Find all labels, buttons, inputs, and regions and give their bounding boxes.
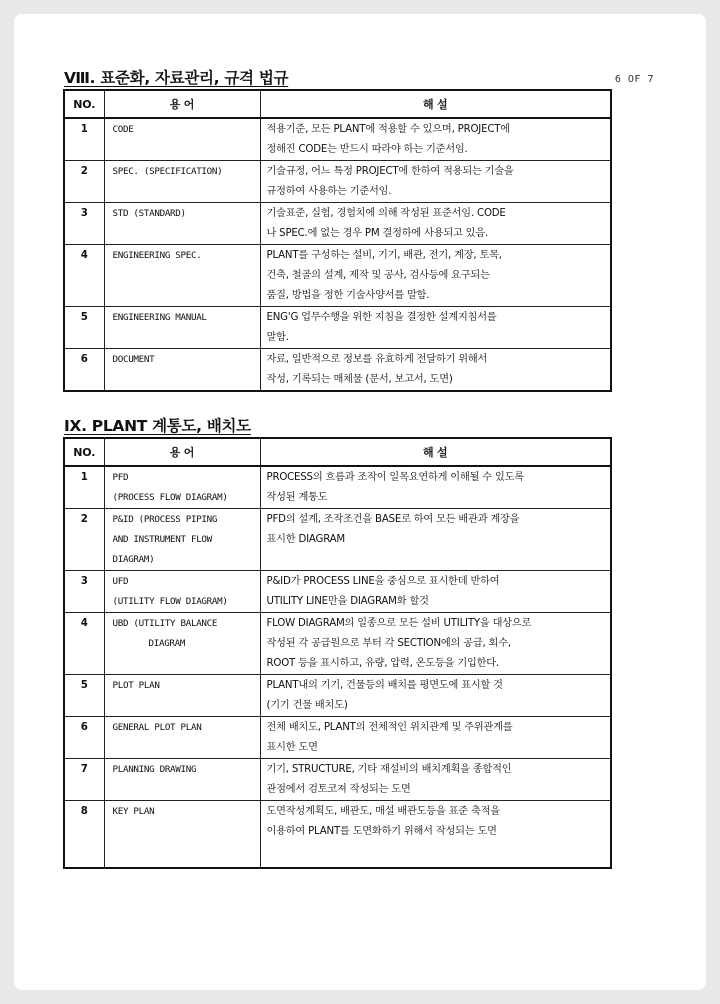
description-line: P&ID가 PROCESS LINE을 중심으로 표시한데 반하여 (266, 576, 500, 587)
term-cell (104, 613, 260, 675)
description-line: 규정하여 사용하는 기준서임. (266, 186, 392, 197)
term-line: (PROCESS FLOW DIAGRAM) (112, 492, 228, 503)
description-cell (260, 118, 611, 161)
term-cell (104, 801, 260, 868)
term-cell (104, 203, 260, 245)
term-cell (104, 466, 260, 509)
table-row (64, 245, 611, 307)
term-line: GENERAL PLOT PLAN (112, 722, 202, 733)
row-number: 6 (64, 717, 104, 759)
row-number: 7 (64, 759, 104, 801)
description-line: 품질, 방법을 정한 기술사양서를 말함. (266, 290, 430, 301)
term-cell (104, 118, 260, 161)
term-line: PFD (112, 472, 129, 483)
table-row (64, 801, 611, 868)
table-header-row (64, 90, 611, 118)
description-line: 관점에서 검토코져 작성되는 도면 (266, 784, 411, 795)
table-row (64, 466, 611, 509)
table-row (64, 161, 611, 203)
term-line: STD (STANDARD) (112, 208, 186, 219)
page-number: 6 OF 7 (614, 74, 654, 85)
description-cell (260, 613, 611, 675)
table-row (64, 349, 611, 392)
description-line: 기술표준, 실험, 경험치에 의해 작성된 표준서임. CODE (266, 208, 506, 219)
table-row (64, 571, 611, 613)
description-cell (260, 801, 611, 868)
description-cell (260, 675, 611, 717)
row-number: 1 (64, 466, 104, 509)
section-8-title: Ⅷ. 표준화, 자료관리, 규격 법규 (64, 69, 289, 87)
section-9-table (63, 437, 612, 869)
row-number: 4 (64, 245, 104, 307)
term-line: ENGINEERING MANUAL (112, 312, 207, 323)
header-description: 해 설 (260, 438, 611, 466)
description-line: FLOW DIAGRAM의 일종으로 모든 설비 UTILITY을 대상으로 (266, 618, 532, 629)
description-line: 작성, 기록되는 매체물 (문서, 보고서, 도면) (266, 374, 453, 385)
row-number: 4 (64, 613, 104, 675)
description-line: 이용하여 PLANT를 도면화하기 위해서 작성되는 도면 (266, 826, 497, 837)
term-line: ENGINEERING SPEC. (112, 250, 202, 261)
term-cell (104, 349, 260, 392)
term-line: KEY PLAN (112, 806, 155, 817)
document-page (14, 14, 706, 990)
term-cell (104, 675, 260, 717)
description-line: 적용기준, 모든 PLANT에 적용할 수 있으며, PROJECT에 (266, 124, 510, 135)
term-line: CODE (112, 124, 134, 135)
table-row (64, 759, 611, 801)
description-cell (260, 349, 611, 392)
term-line: PLANNING DRAWING (112, 764, 197, 775)
term-line: UBD (UTILITY BALANCE (112, 618, 218, 629)
description-line: 나 SPEC.에 없는 경우 PM 결정하에 사용되고 있음. (266, 228, 488, 239)
header-no: NO. (64, 438, 104, 466)
section-9-title: Ⅸ. PLANT 계통도, 배치도 (64, 417, 251, 435)
header-description: 해 설 (260, 90, 611, 118)
header-term: 용 어 (104, 438, 260, 466)
term-line: DIAGRAM) (112, 554, 155, 565)
description-line: 기술규정, 어느 특정 PROJECT에 한하여 적용되는 기술을 (266, 166, 514, 177)
description-cell (260, 717, 611, 759)
description-line: PROCESS의 흐름과 조작이 일목요연하게 이해될 수 있도록 (266, 472, 524, 483)
description-cell (260, 759, 611, 801)
description-cell (260, 161, 611, 203)
header-no: NO. (64, 90, 104, 118)
table-row (64, 203, 611, 245)
description-line: ENG'G 업무수행을 위한 지침을 결정한 설계지침서를 (266, 312, 497, 323)
table-row (64, 509, 611, 571)
description-line: 말함. (266, 332, 289, 343)
term-line: (UTILITY FLOW DIAGRAM) (112, 596, 228, 607)
description-line: 자료, 일반적으로 정보를 유효하게 전달하기 위해서 (266, 354, 488, 365)
description-cell (260, 509, 611, 571)
term-cell (104, 307, 260, 349)
description-line: 전체 배치도, PLANT의 전체적인 위치관계 및 주위관계를 (266, 722, 513, 733)
table-row (64, 307, 611, 349)
table-row (64, 118, 611, 161)
term-line: AND INSTRUMENT FLOW (112, 534, 212, 545)
term-cell (104, 509, 260, 571)
description-cell (260, 571, 611, 613)
term-line: PLOT PLAN (112, 680, 160, 691)
row-number: 6 (64, 349, 104, 392)
table-header-row (64, 438, 611, 466)
description-line: UTILITY LINE만을 DIAGRAM화 할것 (266, 596, 429, 607)
row-number: 8 (64, 801, 104, 868)
description-line: (기기 건물 배치도) (266, 700, 348, 711)
description-line: 도면작성계획도, 배관도, 매설 배관도등을 표준 축적을 (266, 806, 500, 817)
description-line: 작성된 계통도 (266, 492, 328, 503)
row-number: 2 (64, 161, 104, 203)
description-cell (260, 203, 611, 245)
term-line: P&ID (PROCESS PIPING (112, 514, 218, 525)
description-cell (260, 466, 611, 509)
table-row (64, 613, 611, 675)
row-number: 3 (64, 203, 104, 245)
term-line: UFD (112, 576, 129, 587)
term-cell (104, 717, 260, 759)
row-number: 3 (64, 571, 104, 613)
description-line: 작성된 각 공급원으로 부터 각 SECTION에의 공급, 회수, (266, 638, 511, 649)
description-cell (260, 245, 611, 307)
section-8-table (63, 89, 612, 392)
description-line: 정해진 CODE는 반드시 따라야 하는 기준서임. (266, 144, 468, 155)
description-cell (260, 307, 611, 349)
description-line: ROOT 등을 표시하고, 유량, 압력, 온도등을 기입한다. (266, 658, 499, 669)
description-line: PFD의 설계, 조작조건을 BASE로 하여 모든 배관과 계장을 (266, 514, 520, 525)
description-line: PLANT내의 기기, 건물등의 배치를 평면도에 표시할 것 (266, 680, 503, 691)
table-row (64, 717, 611, 759)
row-number: 5 (64, 675, 104, 717)
term-line: DIAGRAM (148, 638, 186, 649)
term-line: DOCUMENT (112, 354, 155, 365)
description-line: 기기, STRUCTURE, 기타 재설비의 배치계획을 종합적인 (266, 764, 512, 775)
term-cell (104, 759, 260, 801)
row-number: 5 (64, 307, 104, 349)
row-number: 1 (64, 118, 104, 161)
header-term: 용 어 (104, 90, 260, 118)
description-line: 표시한 도면 (266, 742, 318, 753)
description-line: PLANT를 구성하는 설비, 기기, 배관, 전기, 계장, 토목, (266, 250, 502, 261)
term-cell (104, 161, 260, 203)
term-cell (104, 245, 260, 307)
term-line: SPEC. (SPECIFICATION) (112, 166, 223, 177)
table-row (64, 675, 611, 717)
term-cell (104, 571, 260, 613)
description-line: 표시한 DIAGRAM (266, 534, 346, 545)
row-number: 2 (64, 509, 104, 571)
description-line: 건축, 철골의 설계, 제작 및 공사, 검사등에 요구되는 (266, 270, 490, 281)
